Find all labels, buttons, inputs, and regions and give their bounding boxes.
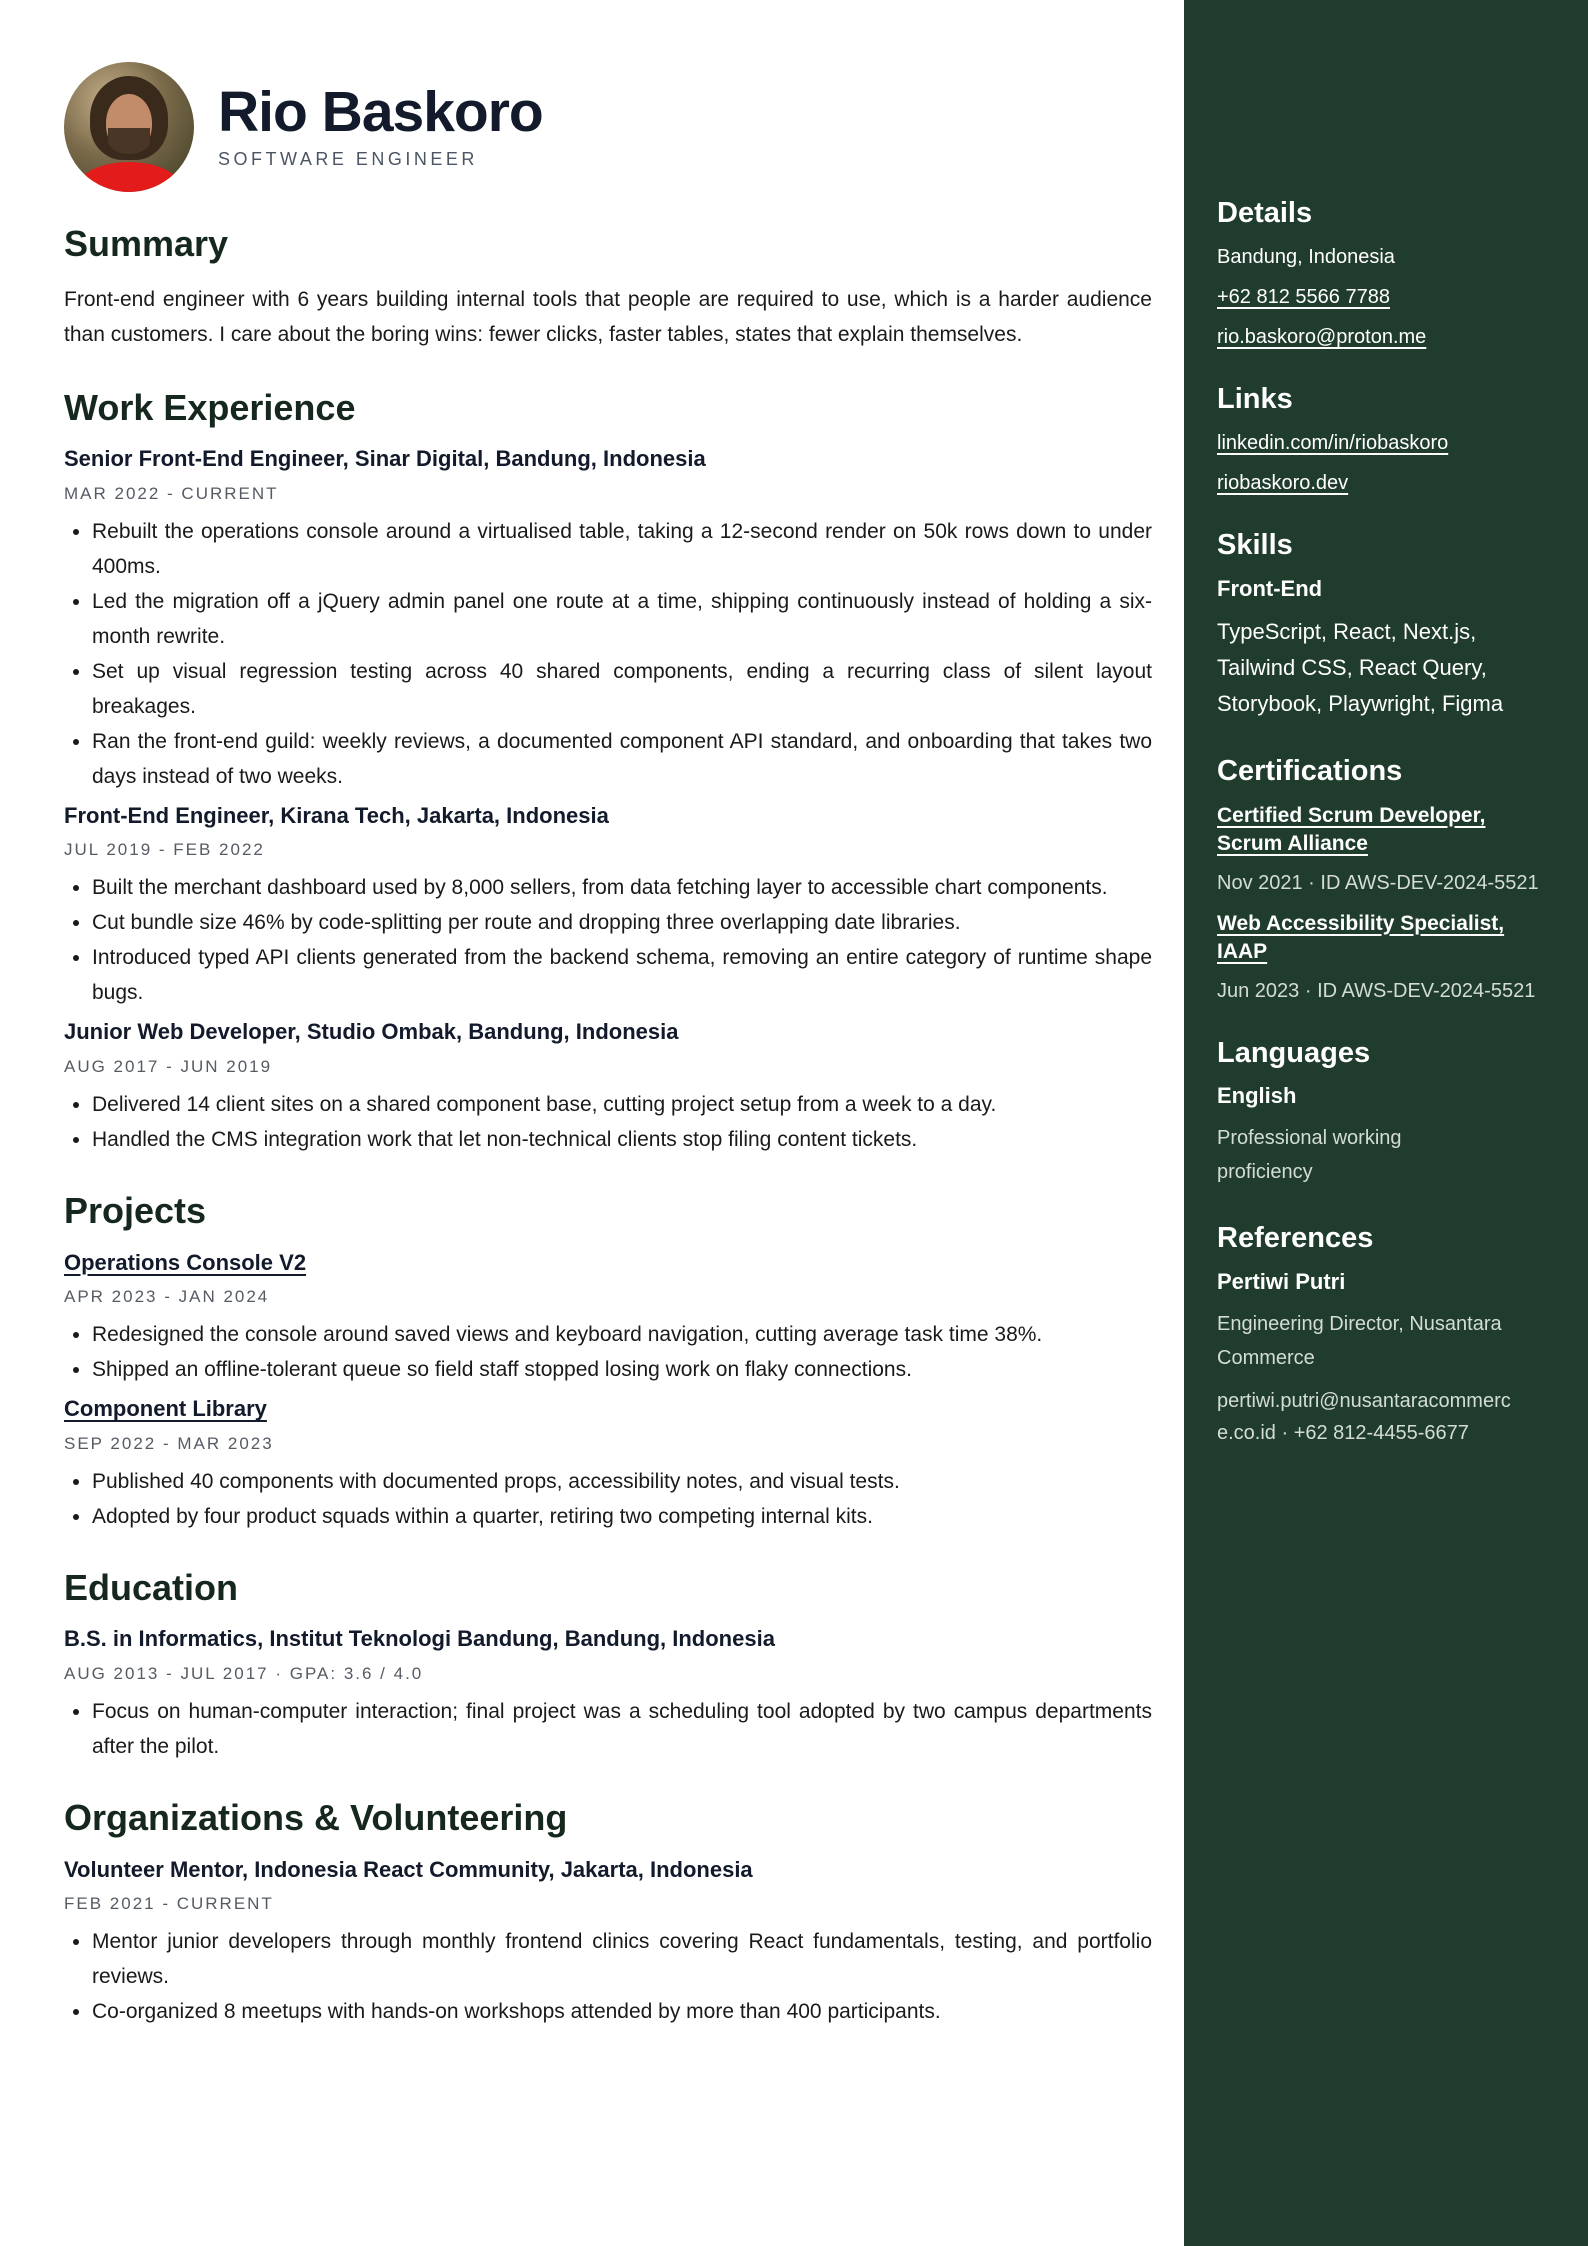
job-entry xyxy=(64,1018,1152,1157)
education-section xyxy=(64,1568,1152,1764)
project-date: APR 2023 - JAN 2024 xyxy=(64,1287,270,1307)
job-date: AUG 2017 - JUN 2019 xyxy=(64,1056,273,1076)
organization-entry xyxy=(64,1856,1152,2030)
certification-meta: Nov 2021 · ID AWS-DEV-2024-5521 xyxy=(1217,871,1539,894)
bullet-item: • Ran the front-end guild: weekly reviews, a documented component API standard, and onboarding that takes two days instead of two weeks. xyxy=(92,724,1152,794)
certifications-section xyxy=(1217,756,1588,1004)
avatar xyxy=(64,62,194,192)
education-entry xyxy=(64,1625,1152,1764)
projects-section xyxy=(64,1191,1152,1534)
bullet-item: • Handled the CMS integration work that let non-technical clients stop filing content tickets. xyxy=(92,1122,1152,1157)
project-bullets xyxy=(64,1317,1152,1387)
bullet-item: • Led the migration off a jQuery admin panel one route at a time, shipping continuously instead of holding a six-month rewrite. xyxy=(92,584,1152,654)
project-entry xyxy=(64,1249,1152,1388)
certification-link[interactable]: Certified Scrum Developer, Scrum Alliance xyxy=(1217,803,1486,855)
organization-bullets xyxy=(64,1924,1152,2029)
bullet-item: • Rebuilt the operations console around a virtualised table, taking a 12-second render on 50k rows down to under 400ms. xyxy=(92,514,1152,584)
job-date: JUL 2019 - FEB 2022 xyxy=(64,840,265,860)
job-bullets xyxy=(64,514,1152,794)
reference-role: Engineering Director, Nusantara Commerce xyxy=(1217,1313,1502,1370)
bullet-item: • Redesigned the console around saved views and keyboard navigation, cutting average task time 38%. xyxy=(92,1317,1152,1352)
bullet-item: • Built the merchant dashboard used by 8,000 sellers, from data fetching layer to accessible chart components. xyxy=(92,870,1152,905)
links-heading: Links xyxy=(1217,382,1293,415)
degree-title: B.S. in Informatics, Institut Teknologi Bandung, Bandung, Indonesia xyxy=(64,1626,775,1652)
education-bullets xyxy=(64,1694,1152,1764)
certifications-heading: Certifications xyxy=(1217,754,1403,787)
experience-heading: Work Experience xyxy=(64,386,356,428)
education-heading: Education xyxy=(64,1566,239,1608)
resume-header xyxy=(64,62,1152,192)
certification-meta: Jun 2023 · ID AWS-DEV-2024-5521 xyxy=(1217,979,1536,1002)
summary-text: Front-end engineer with 6 years building internal tools that people are required to use, which is a harder audience than customers. I care about the boring wins: fewer clicks, faster tables, states that explain themselves. xyxy=(64,287,1152,346)
job-title: Junior Web Developer, Studio Ombak, Bandung, Indonesia xyxy=(64,1019,679,1045)
person-role: SOFTWARE ENGINEER xyxy=(218,149,478,169)
email-link[interactable]: rio.baskoro@proton.me xyxy=(1217,325,1427,348)
summary-heading: Summary xyxy=(64,223,229,264)
bullet-item: • Delivered 14 client sites on a shared component base, cutting project setup from a week to a day. xyxy=(92,1087,1152,1122)
person-name: Rio Baskoro xyxy=(218,80,543,144)
job-bullets xyxy=(64,870,1152,1010)
language-name: English xyxy=(1217,1083,1297,1109)
job-entry xyxy=(64,802,1152,1011)
sidebar xyxy=(1184,0,1588,2246)
projects-heading: Projects xyxy=(64,1189,207,1231)
bullet-item: • Cut bundle size 46% by code-splitting per route and dropping three overlapping date libraries. xyxy=(92,905,1152,940)
experience-section xyxy=(64,388,1152,1157)
phone-link[interactable]: +62 812 5566 7788 xyxy=(1217,285,1390,308)
language-level: Professional working proficiency xyxy=(1217,1127,1402,1184)
bullet-item: • Set up visual regression testing across 40 shared components, ending a recurring class of silent layout breakages. xyxy=(92,654,1152,724)
summary-section xyxy=(64,224,1152,352)
skill-category: Front-End xyxy=(1217,575,1323,601)
links-section xyxy=(1217,384,1588,496)
skills-section xyxy=(1217,530,1588,722)
details-section xyxy=(1217,198,1588,350)
languages-section xyxy=(1217,1038,1588,1190)
project-title-link[interactable]: Operations Console V2 xyxy=(64,1249,307,1275)
organization-date: FEB 2021 - CURRENT xyxy=(64,1894,274,1914)
project-date: SEP 2022 - MAR 2023 xyxy=(64,1433,274,1453)
skill-list: TypeScript, React, Next.js, Tailwind CSS, React Query, Storybook, Playwright, Figma xyxy=(1217,618,1504,716)
job-entry xyxy=(64,445,1152,794)
job-title: Front-End Engineer, Kirana Tech, Jakarta, Indonesia xyxy=(64,802,609,828)
bullet-item: • Adopted by four product squads within a quarter, retiring two competing internal kits. xyxy=(92,1499,1152,1534)
website-link[interactable]: riobaskoro.dev xyxy=(1217,471,1349,494)
languages-heading: Languages xyxy=(1217,1036,1371,1069)
bullet-item: • Mentor junior developers through monthly frontend clinics covering React fundamentals, testing, and portfolio reviews. xyxy=(92,1924,1152,1994)
project-bullets xyxy=(64,1464,1152,1534)
skills-heading: Skills xyxy=(1217,528,1293,561)
organizations-section xyxy=(64,1798,1152,2029)
references-section xyxy=(1217,1223,1588,1449)
organization-title: Volunteer Mentor, Indonesia React Community, Jakarta, Indonesia xyxy=(64,1856,753,1882)
bullet-item: • Focus on human-computer interaction; final project was a scheduling tool adopted by two campus departments after the pilot. xyxy=(92,1694,1152,1764)
reference-name: Pertiwi Putri xyxy=(1217,1269,1346,1295)
reference-contact: pertiwi.putri@nusantaracommerce.co.id · +62 812-4455-6677 xyxy=(1217,1390,1511,1445)
education-date: AUG 2013 - JUL 2017 · GPA: 3.6 / 4.0 xyxy=(64,1663,424,1683)
references-heading: References xyxy=(1217,1222,1374,1255)
name-block xyxy=(218,80,543,170)
bullet-item: • Published 40 components with documented props, accessibility notes, and visual tests. xyxy=(92,1464,1152,1499)
bullet-item: • Co-organized 8 meetups with hands-on workshops attended by more than 400 participants. xyxy=(92,1994,1152,2029)
organizations-heading: Organizations & Volunteering xyxy=(64,1796,568,1838)
linkedin-link[interactable]: linkedin.com/in/riobaskoro xyxy=(1217,431,1449,454)
bullet-item: • Shipped an offline-tolerant queue so field staff stopped losing work on flaky connections. xyxy=(92,1352,1152,1387)
certification-link[interactable]: Web Accessibility Specialist, IAAP xyxy=(1217,911,1505,963)
project-title-link[interactable]: Component Library xyxy=(64,1396,267,1422)
job-bullets xyxy=(64,1087,1152,1157)
job-date: MAR 2022 - CURRENT xyxy=(64,483,279,503)
job-title: Senior Front-End Engineer, Sinar Digital, Bandung, Indonesia xyxy=(64,446,706,472)
location-text: Bandung, Indonesia xyxy=(1217,245,1395,268)
project-entry xyxy=(64,1395,1152,1534)
bullet-item: • Introduced typed API clients generated from the backend schema, removing an entire category of runtime shape bugs. xyxy=(92,940,1152,1010)
details-heading: Details xyxy=(1217,197,1313,229)
